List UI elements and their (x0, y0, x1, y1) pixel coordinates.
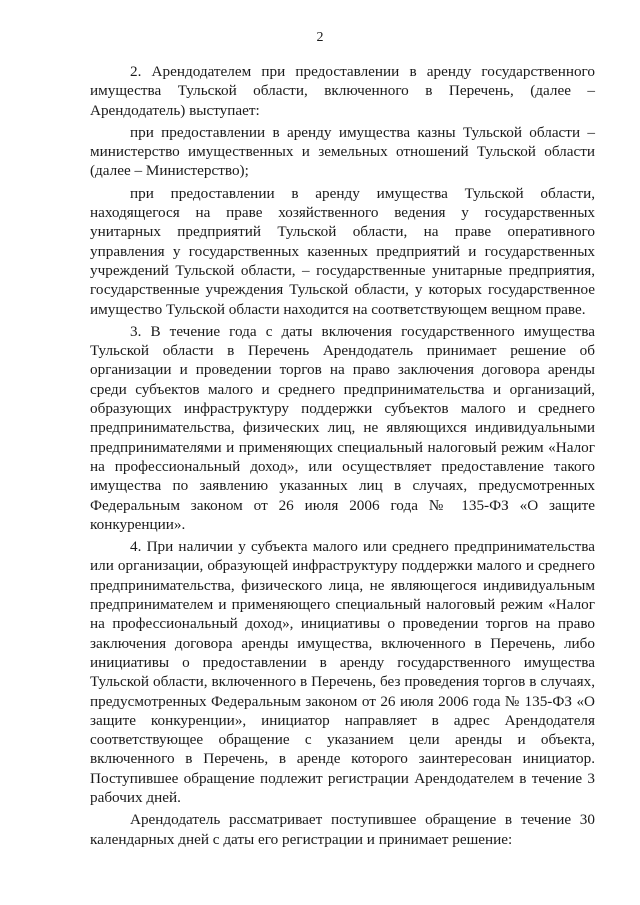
paragraph-3-tender-decision: 3. В течение года с даты включения государственного имущества Тульской области в Перечень Арендодатель принимает решение об организации и проведении торгов на право заключения договора аренды среди субъектов малого и среднего предпринимательства и организаций, образующих инфраструктуру поддержки субъектов малого и среднего предпринимательства, физических лиц, не являющихся индивидуальными предпринимателями и применяющих специальный налоговый режим «Налог на профессиональный доход», или осуществляет предоставление такого имущества по заявлению указанных лиц в случаях, предусмотренных Федеральным законом от 26 июля 2006 года № 135-ФЗ «О защите конкуренции». (90, 322, 595, 533)
paragraph-enterprise-property: при предоставлении в аренду имущества Тульской области, находящегося на праве хозяйственного ведения у государственных унитарных предприятий Тульской области, на праве оперативного управления у государственных казенных предприятий и государственных учреждений Тульской области, – государственные унитарные предприятия, государственные учреждения Тульской области, у которых государственное имущество Тульской области находится на соответствующем вещном праве. (90, 184, 595, 318)
document-body (90, 62, 595, 852)
paragraph-4-initiative: 4. При наличии у субъекта малого или среднего предпринимательства или организации, образующей инфраструктуру поддержки малого и среднего предпринимательства, физического лица, не являющегося индивидуальным предпринимателем и применяющего специальный налоговый режим «Налог на профессиональный доход», инициативы о проведении торгов на право заключения договора аренды имущества, включенного в Перечень, либо инициативы о предоставлении в аренду государственного имущества Тульской области, включенного в Перечень, без проведения торгов в случаях, предусмотренных Федеральным законом от 26 июля 2006 года № 135-ФЗ «О защите конкуренции», инициатор направляет в адрес Арендодателя соответствующее обращение с указанием цели аренды и объекта, включенного в Перечень, в аренде которого заинтересован инициатор. Поступившее обращение подлежит регистрации Арендодателем в течение 3 рабочих дней. (90, 538, 595, 806)
paragraph-review-period: Арендодатель рассматривает поступившее обращение в течение 30 календарных дней с даты его регистрации и принимает решение: (90, 811, 595, 848)
page-number: 2 (316, 30, 324, 45)
paragraph-2-lessor-definition: 2. Арендодателем при предоставлении в аренду государственного имущества Тульской области, включенного в Перечень, (далее – Арендодатель) выступает: (90, 63, 595, 119)
paragraph-treasury-property: при предоставлении в аренду имущества казны Тульской области – министерство имущественных и земельных отношений Тульской области (далее – Министерство); (90, 123, 595, 180)
